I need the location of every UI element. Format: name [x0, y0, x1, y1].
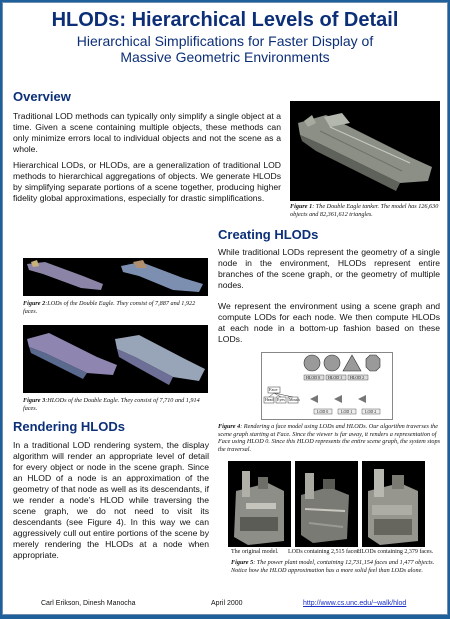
figure-1-caption-text: : The Double Eagle tanker. The model has 126,630 objects and 82,361,612 triangles.: [290, 203, 439, 218]
figure-4-diagram: [261, 352, 393, 420]
tree-root-label: Face: [269, 387, 278, 392]
footer-authors: Carl Erikson, Dinesh Manocha: [41, 600, 136, 607]
figure-1-image: [290, 101, 440, 201]
figure-5-sublabel-original: The original model.: [231, 549, 279, 555]
creating-paragraph-2: We represent the environment using a scene graph and compute LODs for each node. We then compute HLODs at each node in a bottom-up fashion based on these LODs.: [218, 301, 440, 344]
creating-paragraph-1: While traditional LODs represent the geometry of a single node in the environment, HLODs represent entire branches of the scene graph, or the geometry of multiple nodes.: [218, 247, 440, 290]
figure-5-caption: [231, 559, 443, 574]
overview-paragraph-1: Traditional LOD methods can typically only simplify a single object at a time. Given a scene containing multiple objects, these methods can only minimize errors local to individual objects and not the scene as a whole.: [13, 111, 281, 154]
tree-lod-2: LOD 2: [365, 409, 377, 414]
overview-heading: Overview: [13, 89, 71, 104]
figure-2-label: Figure 2: [23, 300, 46, 307]
subtitle-line-2: Massive Geometric Environments: [120, 49, 330, 65]
figure-2-image: [23, 258, 208, 296]
poster-subtitle: [3, 33, 447, 65]
figure-5-sublabel-lods: LODs containing 2,515 faces.: [288, 549, 360, 555]
overview-paragraph-2: Hierarchical LODs, or HLODs, are a generalization of traditional LOD methods to hierarchical aggregations of objects. We generate HLODs by simplifying separate portions of a scene together, producing higher fidelity global approximations, especially for drastic simplifications.: [13, 160, 281, 203]
figure-2-caption-text: :LODs of the Double Eagle. They consist of 7,887 and 1,922 faces.: [23, 300, 196, 315]
figure-5-original-image: [228, 461, 291, 547]
tree-child-mouth: Mouth: [289, 397, 300, 402]
tree-lod-0: LOD 0: [317, 409, 329, 414]
footer-date: April 2000: [211, 600, 243, 607]
subtitle-line-1: Hierarchical Simplifications for Faster Display of: [76, 33, 374, 49]
figure-3-label: Figure 3: [23, 397, 46, 404]
rendering-heading: Rendering HLODs: [13, 419, 125, 434]
tree-child-head: Head: [265, 397, 274, 402]
figure-4-caption-text: : Rendering a face model using LODs and HLODs. Our algorithm traverses the scene graph starting at Face. Since the viewer is far away, it renders a representation of Face using HLOD 0. Since this HLOD represents the entire scene graph, the system stops the traversal.: [218, 423, 441, 453]
poster-title: HLODs: Hierarchical Levels of Detail: [51, 9, 399, 31]
tree-child-eyes: Eyes: [277, 397, 285, 402]
figure-4-label: Figure 4: [218, 423, 241, 430]
tree-hlod-0: HLOD 0: [306, 375, 321, 380]
poster: [2, 2, 448, 615]
figure-3-caption-text: :HLODs of the Double Eagle. They consist of 7,710 and 1,914 faces.: [23, 397, 200, 412]
figure-3-image: [23, 325, 208, 393]
figure-1-label: Figure 1: [290, 203, 313, 210]
figure-5-lods-image: [295, 461, 358, 547]
figure-5-label: Figure 5: [231, 559, 254, 566]
tree-hlod-2: HLOD 2: [350, 375, 365, 380]
tree-lod-1: LOD 1: [341, 409, 353, 414]
figure-2-caption: [23, 300, 210, 315]
figure-5-hlods-image: [362, 461, 425, 547]
figure-5-sublabel-hlods: HLODs containing 2,379 faces.: [357, 549, 434, 555]
figure-4-caption: [218, 423, 443, 453]
figure-3-caption: [23, 397, 210, 412]
footer-url-link[interactable]: http://www.cs.unc.edu/~walk/hlod: [303, 600, 407, 607]
figure-1-caption: [290, 203, 442, 218]
rendering-paragraph: In a traditional LOD rendering system, the display algorithm will render an appropriate level of detail for every object or node in the scene graph. Since an HLOD of a node is an approximation of the geometry of that node as well as its descendants, if we render a node’s HLOD while traversing the scene graph, we do not need to visit its descendants (see Figure 4). In this way we can aggressively cull out entire portions of the scene by merely rendering the HLODs at a node when appropriate.: [13, 440, 209, 560]
figure-5-caption-text: : The power plant model, containing 12,731,154 faces and 1,477 objects. Notice how the HLOD approximation has a more solid feel than LODs alone.: [231, 559, 435, 574]
creating-heading: Creating HLODs: [218, 227, 319, 242]
tree-hlod-1: HLOD 1: [328, 375, 343, 380]
